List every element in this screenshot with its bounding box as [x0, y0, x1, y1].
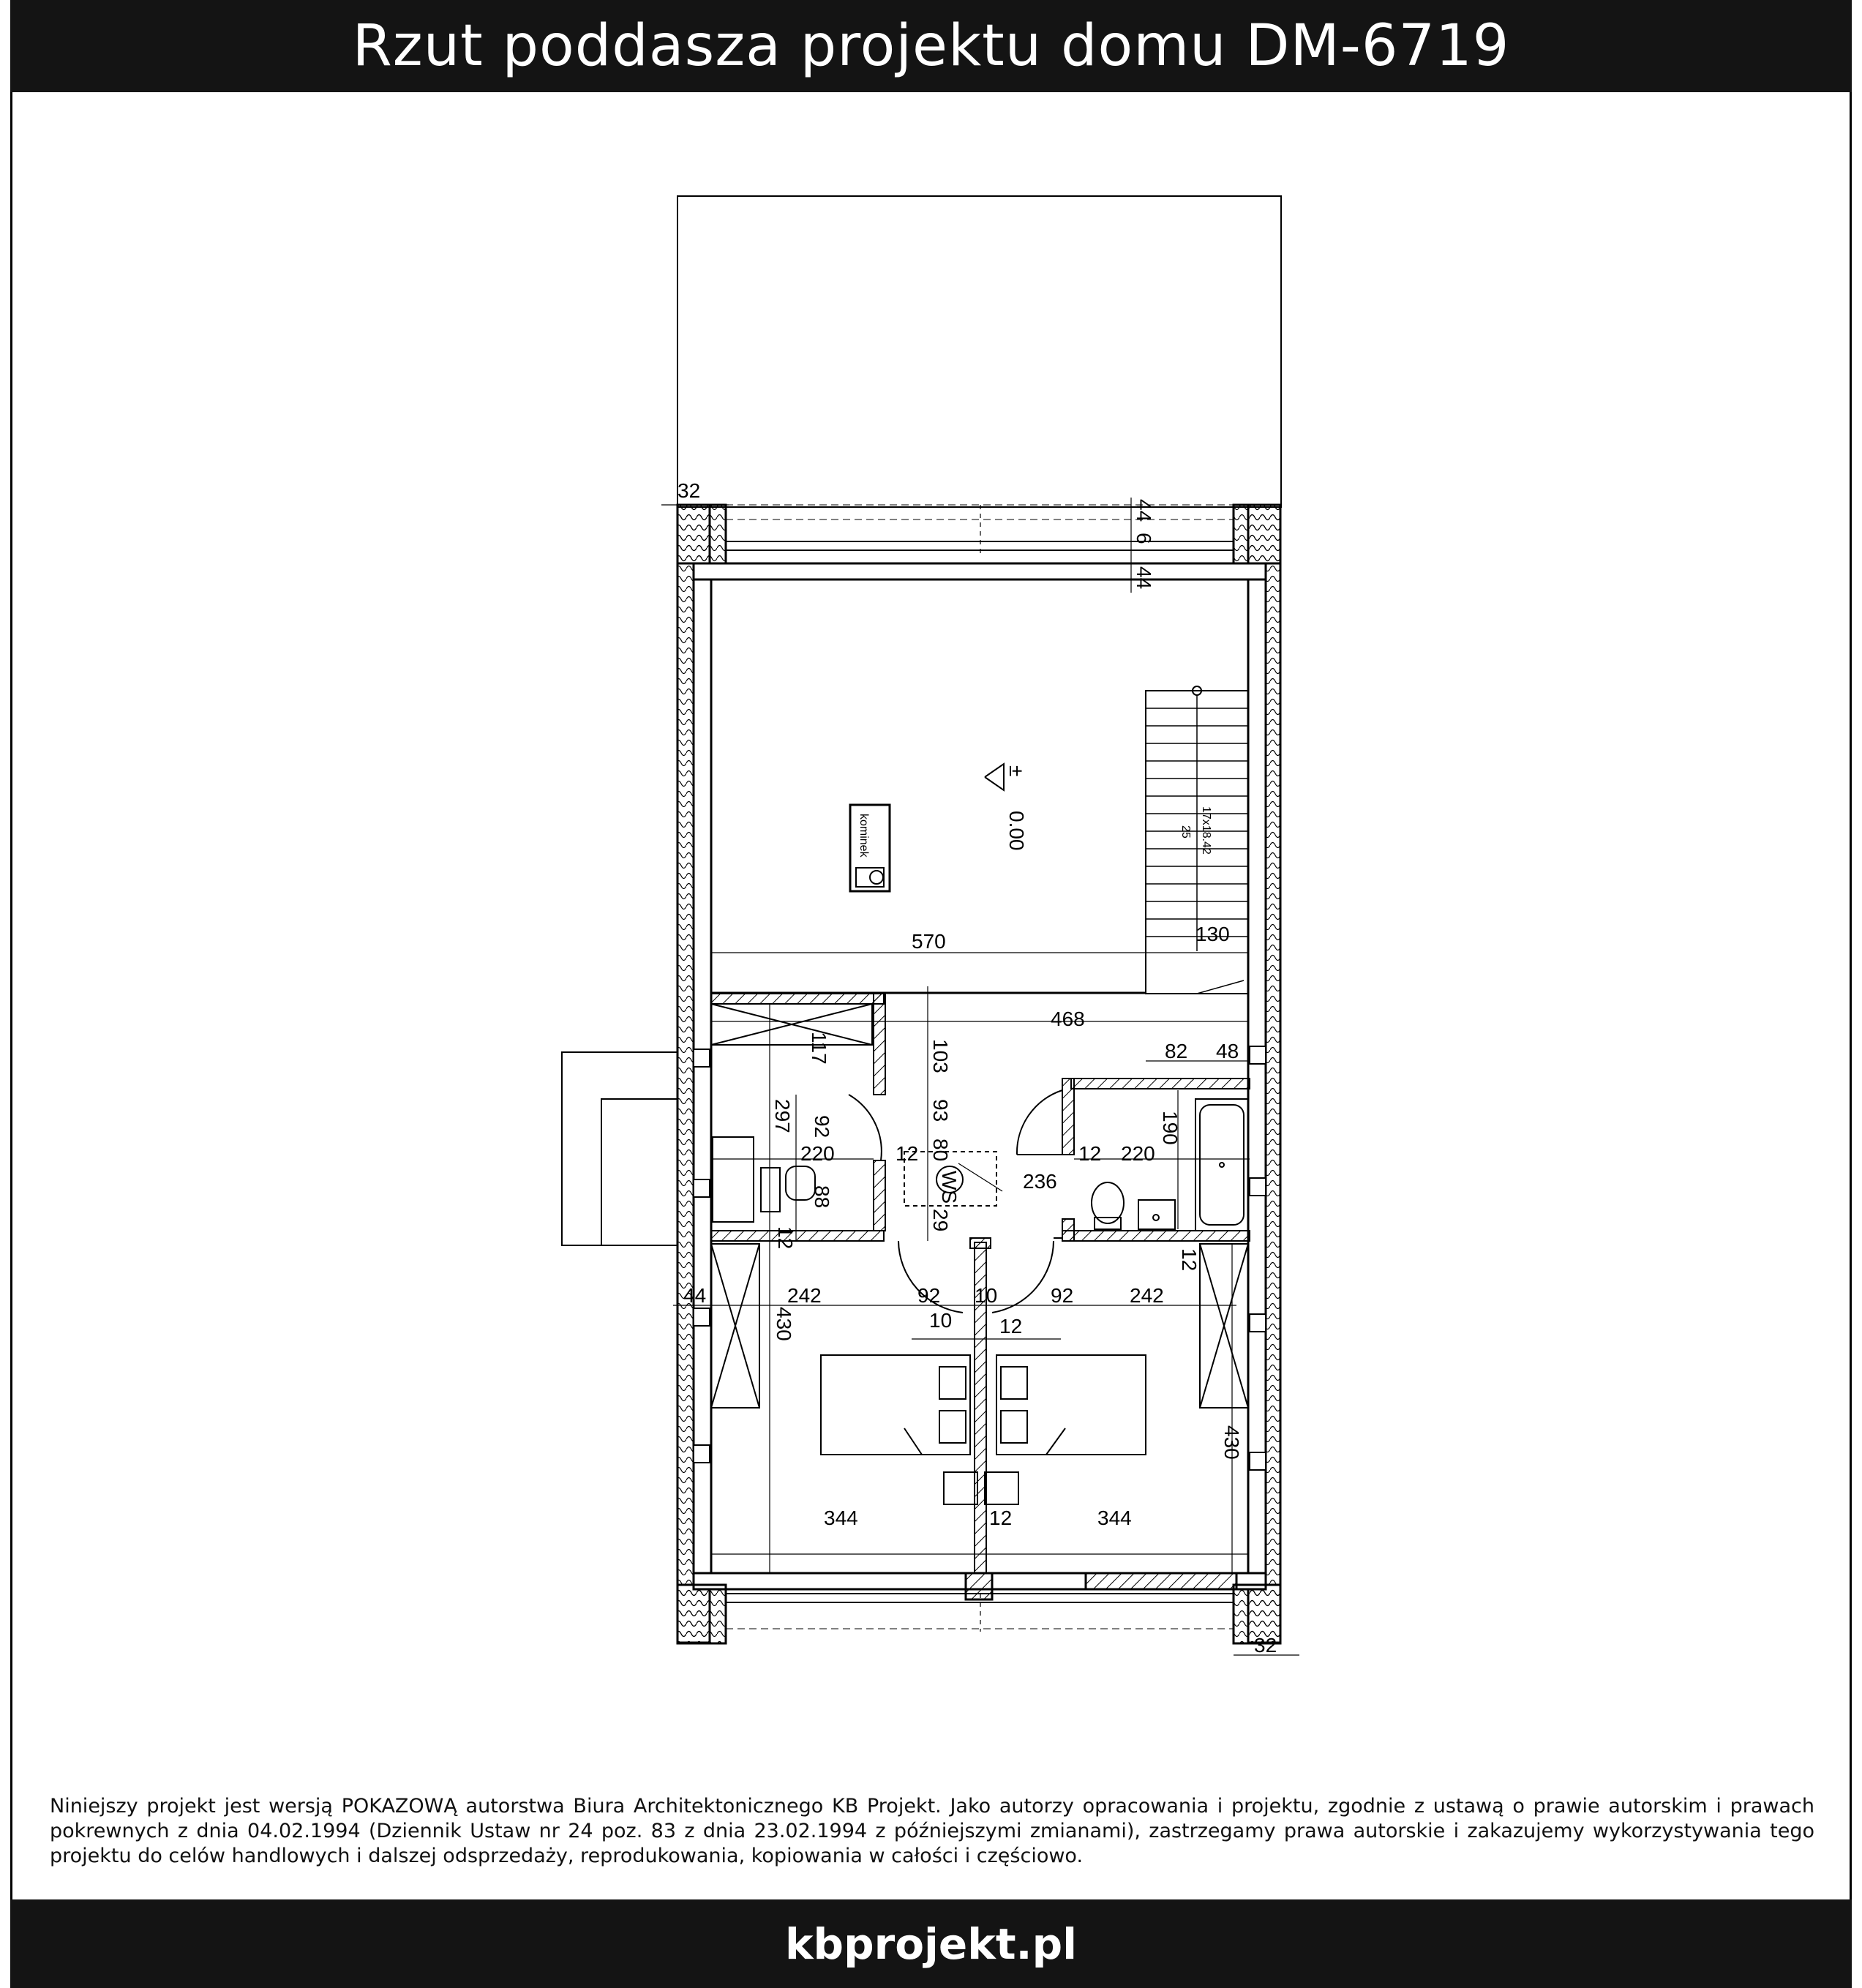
- dim-10-a: 10: [975, 1284, 998, 1307]
- stairs-tread: 25: [1179, 825, 1192, 839]
- dim-10-b: 10: [929, 1309, 953, 1332]
- dim-468: 468: [1051, 1008, 1085, 1030]
- dim-220-r: 220: [1121, 1142, 1155, 1165]
- footer-site[interactable]: kbprojekt.pl: [10, 1899, 1852, 1988]
- dim-12-b: 12: [1178, 1248, 1201, 1272]
- dim-242-l: 242: [787, 1284, 822, 1307]
- dim-82: 82: [1165, 1040, 1188, 1062]
- terrace-outline: [677, 196, 1281, 507]
- dim-430-l: 430: [773, 1307, 795, 1341]
- dim-190: 190: [1159, 1111, 1182, 1145]
- dim-92-l: 92: [917, 1284, 941, 1307]
- dim-242-r: 242: [1130, 1284, 1164, 1307]
- dim-29: 29: [929, 1209, 952, 1232]
- stairs[interactable]: [1146, 686, 1248, 994]
- dim-12-mid: 12: [989, 1507, 1013, 1529]
- dim-12-c: 12: [999, 1315, 1023, 1338]
- dim-92-v: 92: [811, 1115, 833, 1139]
- dim-93: 93: [929, 1099, 952, 1122]
- dim-48: 48: [1216, 1040, 1239, 1062]
- dim-44-side: 44: [683, 1284, 707, 1307]
- stairs-label: 17x18.42: [1200, 806, 1212, 855]
- level-marker: [985, 764, 1004, 790]
- dim-12-r: 12: [1078, 1142, 1102, 1165]
- chimney-label: kominek: [857, 814, 870, 858]
- dim-344-l: 344: [824, 1507, 858, 1529]
- dim-430-r: 430: [1220, 1425, 1243, 1460]
- dim-344-r: 344: [1097, 1507, 1132, 1529]
- dim-103: 103: [929, 1039, 952, 1073]
- level-mark: ±: [1005, 765, 1028, 777]
- dim-236: 236: [1023, 1170, 1057, 1193]
- dim-117: 117: [808, 1032, 830, 1065]
- level-value: 0.00: [1005, 811, 1028, 851]
- dim-220-l: 220: [800, 1142, 835, 1165]
- copyright-disclaimer: Niniejszy projekt jest wersją POKAZOWĄ autorstwa Biura Architektonicznego KB Projekt. Jako autorzy opracowania i projektu, zgodnie z ustawą o prawie autorskim i prawach pokrewnych z dnia 04.02.1994 (Dziennik Ustaw nr 24 poz. 83 z dnia 23.02.1994 z późniejszymi zmianami), zastrzegamy prawa autorskie i zakazujemy wykorzystywania tego projektu do celów handlowych i dalszej odsprzedaży, reprodukowania, kopiowania w całości i częściowo.: [50, 1795, 1814, 1867]
- dim-44-b: 44: [1133, 566, 1155, 590]
- dim-12-v: 12: [774, 1226, 797, 1250]
- dim-32-top: 32: [677, 479, 701, 502]
- ws-label: WS: [938, 1171, 961, 1204]
- dim-6: 6: [1133, 533, 1155, 544]
- page-title: Rzut poddasza projektu domu DM-6719: [10, 0, 1852, 92]
- dim-92-r: 92: [1051, 1284, 1074, 1307]
- dim-570: 570: [912, 930, 946, 953]
- dim-80: 80: [929, 1139, 952, 1162]
- dim-297: 297: [771, 1099, 794, 1133]
- dim-88: 88: [811, 1185, 833, 1209]
- dim-32-bottom: 32: [1254, 1634, 1277, 1657]
- side-canopy: [562, 1052, 677, 1245]
- dim-44-a: 44: [1133, 499, 1155, 522]
- dim-130: 130: [1195, 923, 1230, 945]
- dim-12-l: 12: [896, 1142, 919, 1165]
